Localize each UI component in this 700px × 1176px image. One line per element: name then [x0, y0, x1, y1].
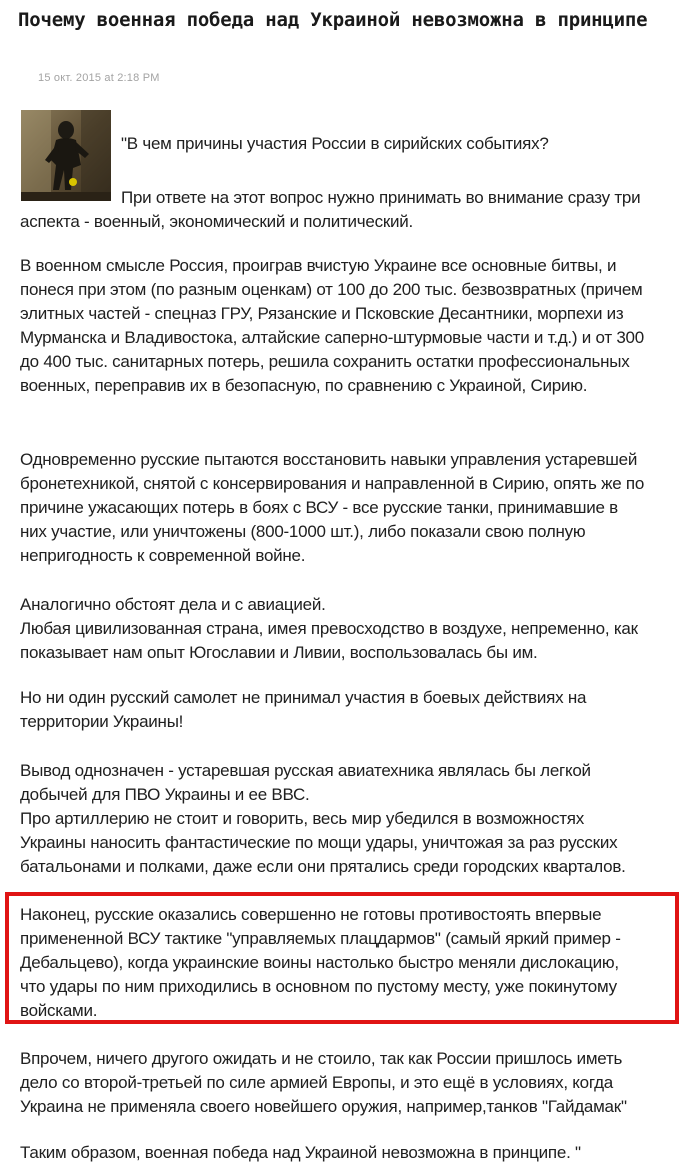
paragraph-aspects: При ответе на этот вопрос нужно принимать во внимание сразу три аспекта - военный, экономический и политический. [20, 188, 641, 231]
paragraph-conclusion: Вывод однозначен - устаревшая русская авиатехника являлась бы легкой добычей для ПВО Украины и ее ВВС. Про артиллерию не стоит и говорить, весь мир убедился в возможностях Украины наносить фантастические по мощи удары, уничтожая за раз русских батальонами и полками, даже если они прятались среди городских кварталов. [20, 761, 626, 876]
paragraph-no-aircraft: Но ни один русский самолет не принимал участия в боевых действиях на территории Украины! [20, 688, 587, 731]
paragraph-question: "В чем причины участия России в сирийских событиях? [121, 134, 549, 153]
paragraph-final: Таким образом, военная победа над Украиной невозможна в принципе. " [20, 1143, 581, 1162]
paragraph-bridgeheads: Наконец, русские оказались совершенно не готовы противостоять впервые примененной ВСУ тактике "управляемых плацдармов" (самый яркий пример - Дебальцево), когда украинские воины настолько быстро меняли дислокацию, что удары по ним приходились в основном по пустому месту, уже покинутому войсками. [20, 905, 621, 1020]
paragraph-aviation: Аналогично обстоят дела и с авиацией. Любая цивилизованная страна, имея превосходство в воздухе, непременно, как показывает нам опыт Югославии и Ливии, воспользовалась бы им. [20, 595, 638, 662]
paragraph-armor: Одновременно русские пытаются восстановить навыки управления устаревшей бронетехникой, снятой с консервирования и направленной в Сирию, опять же по причине ужасающих потерь в боях с ВСУ - все русские танки, принимавшие в них участие, или уничтожены (800-1000 шт.), либо показали свою полную непригодность к современной войне. [20, 450, 645, 565]
post-timestamp: 15 окт. 2015 at 2:18 PM [38, 72, 160, 84]
paragraph-military: В военном смысле Россия, проиграв вчистую Украине все основные битвы, и понеся при этом (по разным оценкам) от 100 до 200 тыс. безвозвратных (причем элитных частей - спецназ ГРУ, Рязанские и Псковские Десантники, морпехи из Мурманска и Владивостока, алтайские саперно-штурмовые части и т.д.) и от 300 до 400 тыс. санитарных потерь, решила сохранить остатки профессиональных военных, переправив их в безопасную, по сравнению с Украиной, Сирию. [20, 256, 644, 395]
article-title: Почему военная победа над Украиной невозможна в принципе [18, 9, 648, 31]
paragraph-army-europe: Впрочем, ничего другого ожидать и не стоило, так как России пришлось иметь дело со второй-третьей по силе армией Европы, и это ещё в условиях, когда Украина не применяла своего новейшего оружия, например,танков "Гайдамак" [20, 1049, 627, 1116]
